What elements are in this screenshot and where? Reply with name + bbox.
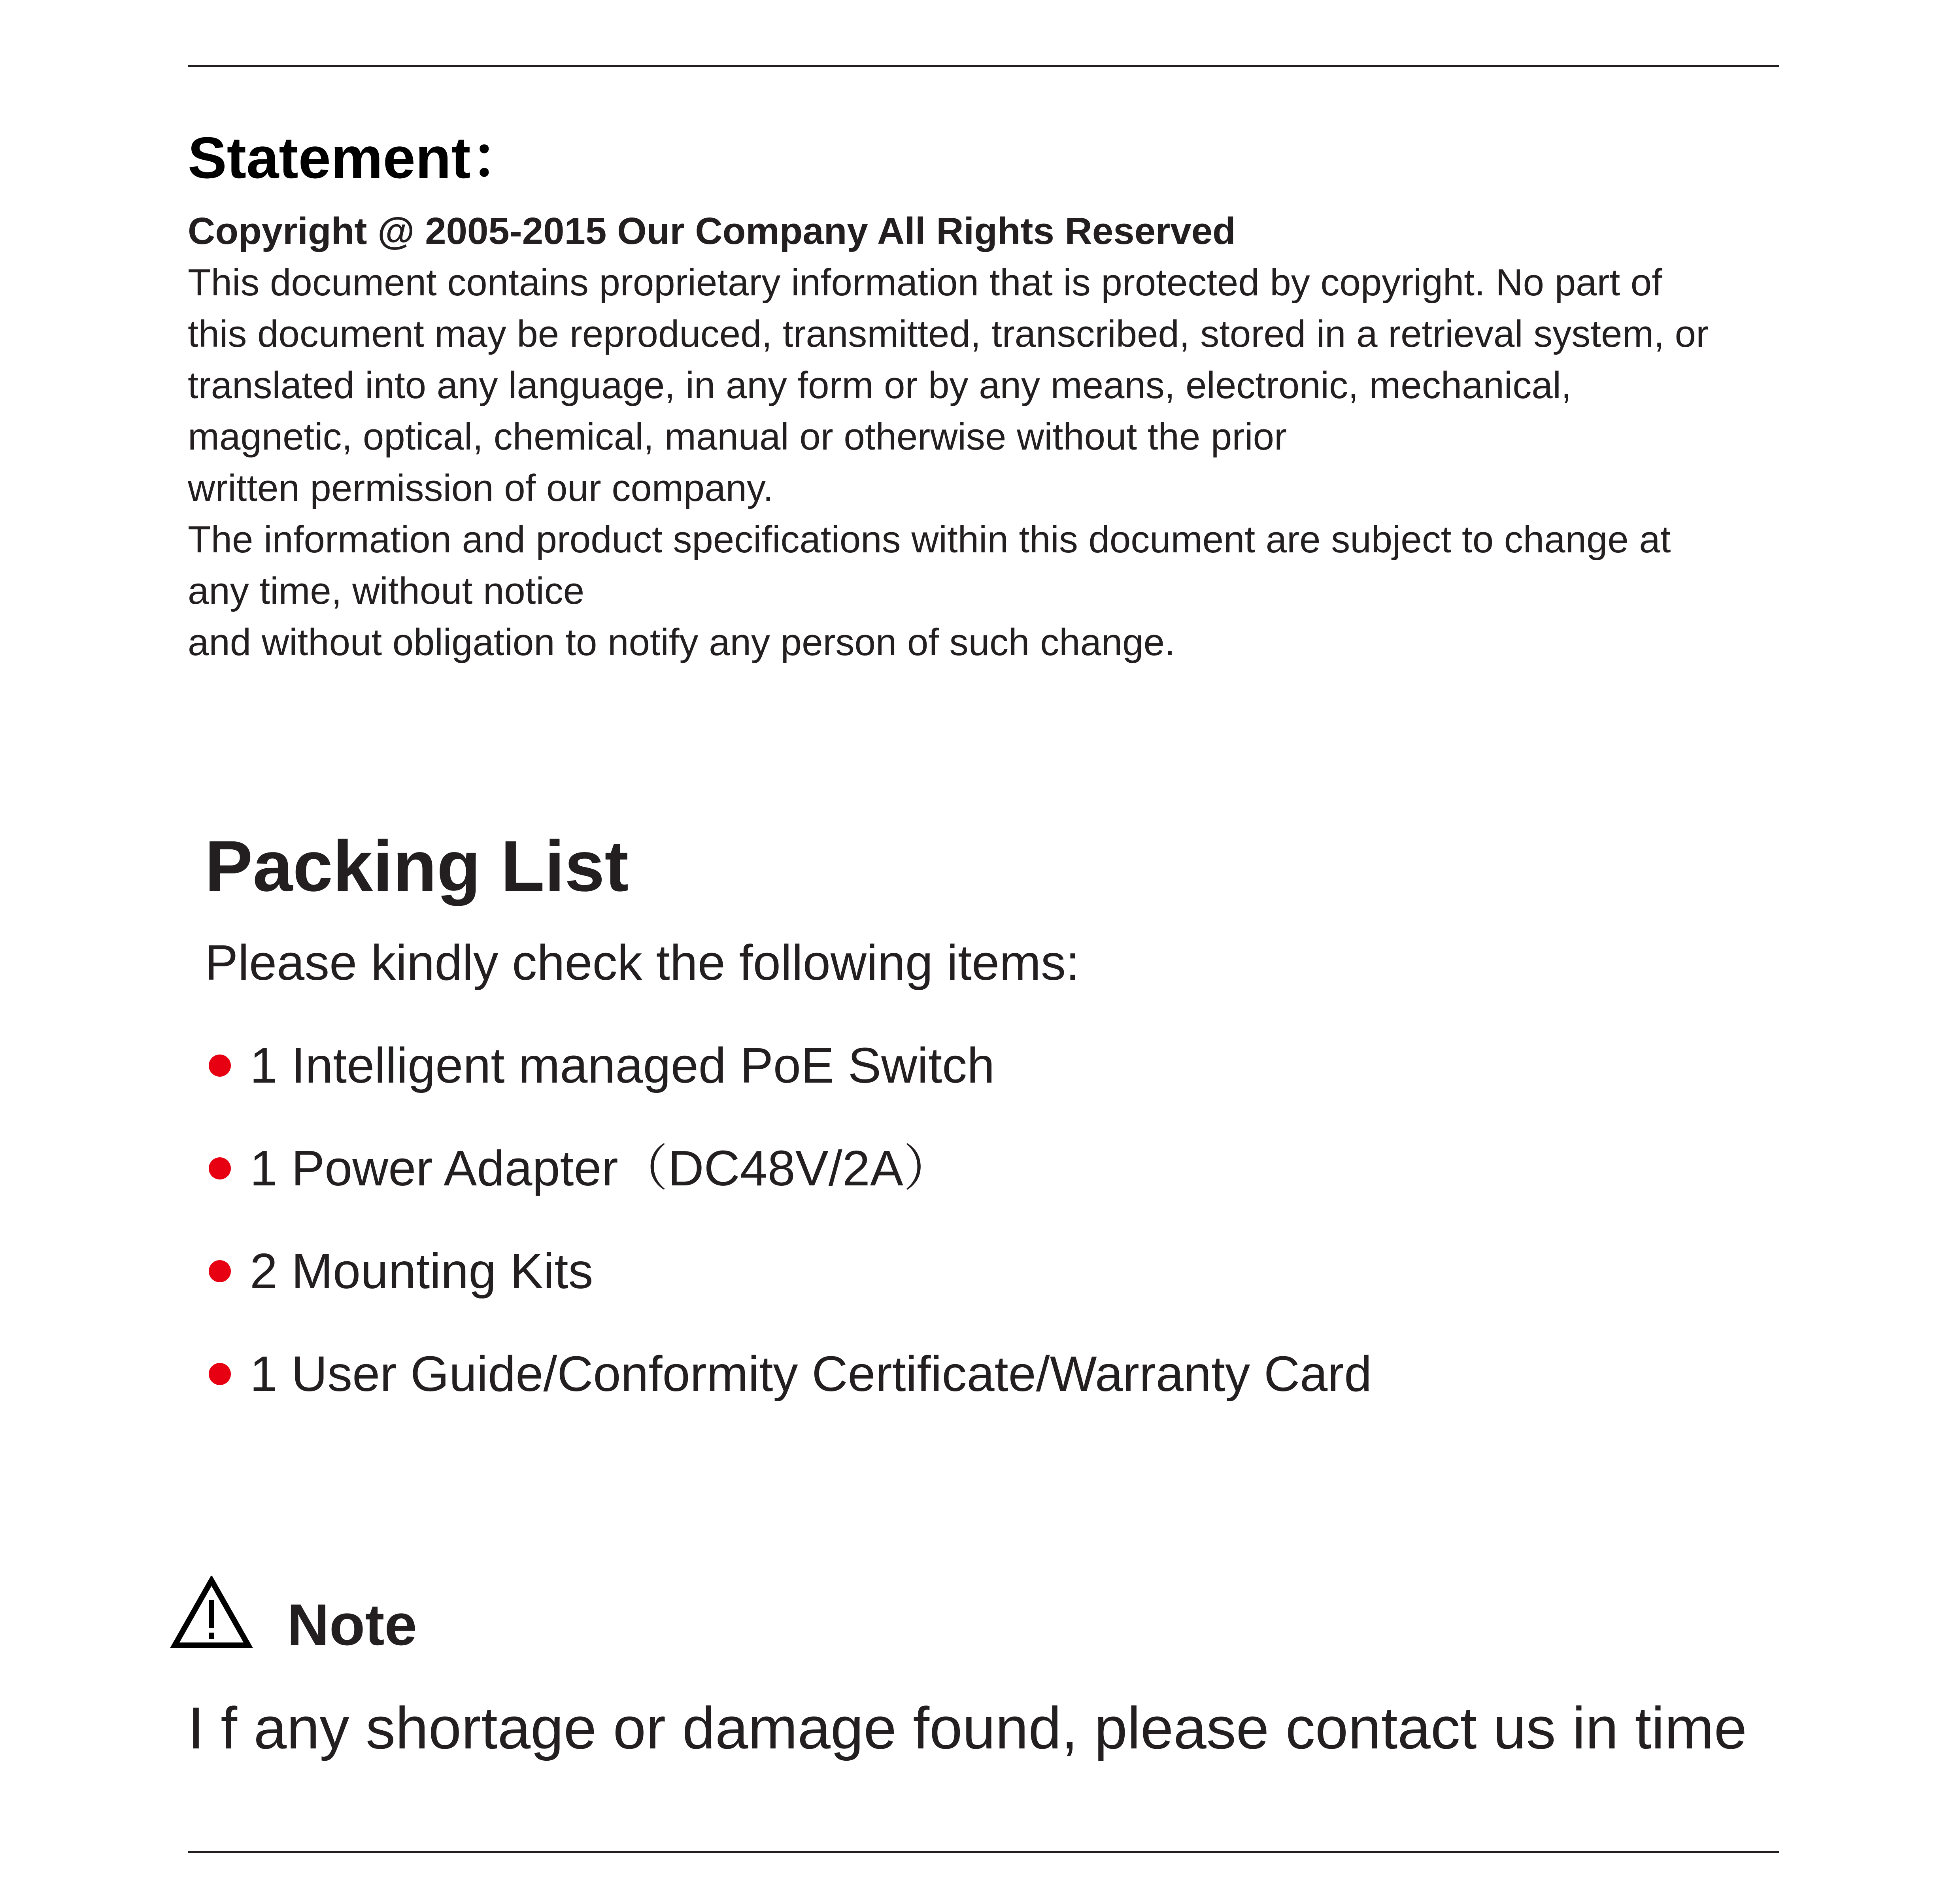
statement-line: written permission of our company. — [188, 467, 774, 509]
list-item-label: 2 Mounting Kits — [250, 1243, 593, 1299]
list-item — [205, 1323, 1826, 1425]
statement-line: any time, without notice — [188, 570, 585, 612]
statement-line: this document may be reproduced, transmitted, transcribed, stored in a retrieval system, or — [188, 313, 1709, 355]
list-item-label: 1 User Guide/Conformity Certificate/Warranty Card — [250, 1346, 1372, 1402]
statement-line: The information and product specifications within this document are subject to change at — [188, 518, 1671, 561]
list-item — [205, 1014, 1826, 1117]
statement-heading: Statement： — [188, 125, 529, 191]
statement-line: translated into any language, in any form or by any means, electronic, mechanical, — [188, 364, 1572, 406]
packing-list-heading: Packing List — [205, 826, 629, 906]
note-heading: Note — [287, 1592, 417, 1658]
list-item — [205, 1117, 1826, 1220]
statement-line: magnetic, optical, chemical, manual or otherwise without the prior — [188, 416, 1287, 458]
list-item-label: 1 Intelligent managed PoE Switch — [250, 1038, 995, 1093]
bullet-icon — [209, 1260, 231, 1282]
packing-list-section — [205, 818, 1826, 1425]
bottom-divider — [188, 1851, 1779, 1853]
bullet-icon — [209, 1363, 231, 1385]
list-item-label: 1 Power Adapter（DC48V/2A） — [250, 1140, 953, 1196]
note-body: I f any shortage or damage found, please contact us in time — [188, 1695, 1747, 1761]
statement-line: and without obligation to notify any person of such change. — [188, 621, 1175, 663]
bullet-icon — [209, 1157, 231, 1179]
copyright-line: Copyright @ 2005-2015 Our Company All Rights Reserved — [188, 210, 1236, 252]
list-item — [205, 1220, 1826, 1323]
top-divider — [188, 65, 1779, 67]
packing-items-list — [205, 1014, 1826, 1425]
bullet-icon — [209, 1055, 231, 1077]
statement-line: This document contains proprietary information that is protected by copyright. No part of — [188, 261, 1662, 304]
packing-list-intro: Please kindly check the following items: — [205, 935, 1080, 990]
warning-triangle-icon — [170, 1576, 253, 1651]
statement-section — [188, 119, 1809, 668]
